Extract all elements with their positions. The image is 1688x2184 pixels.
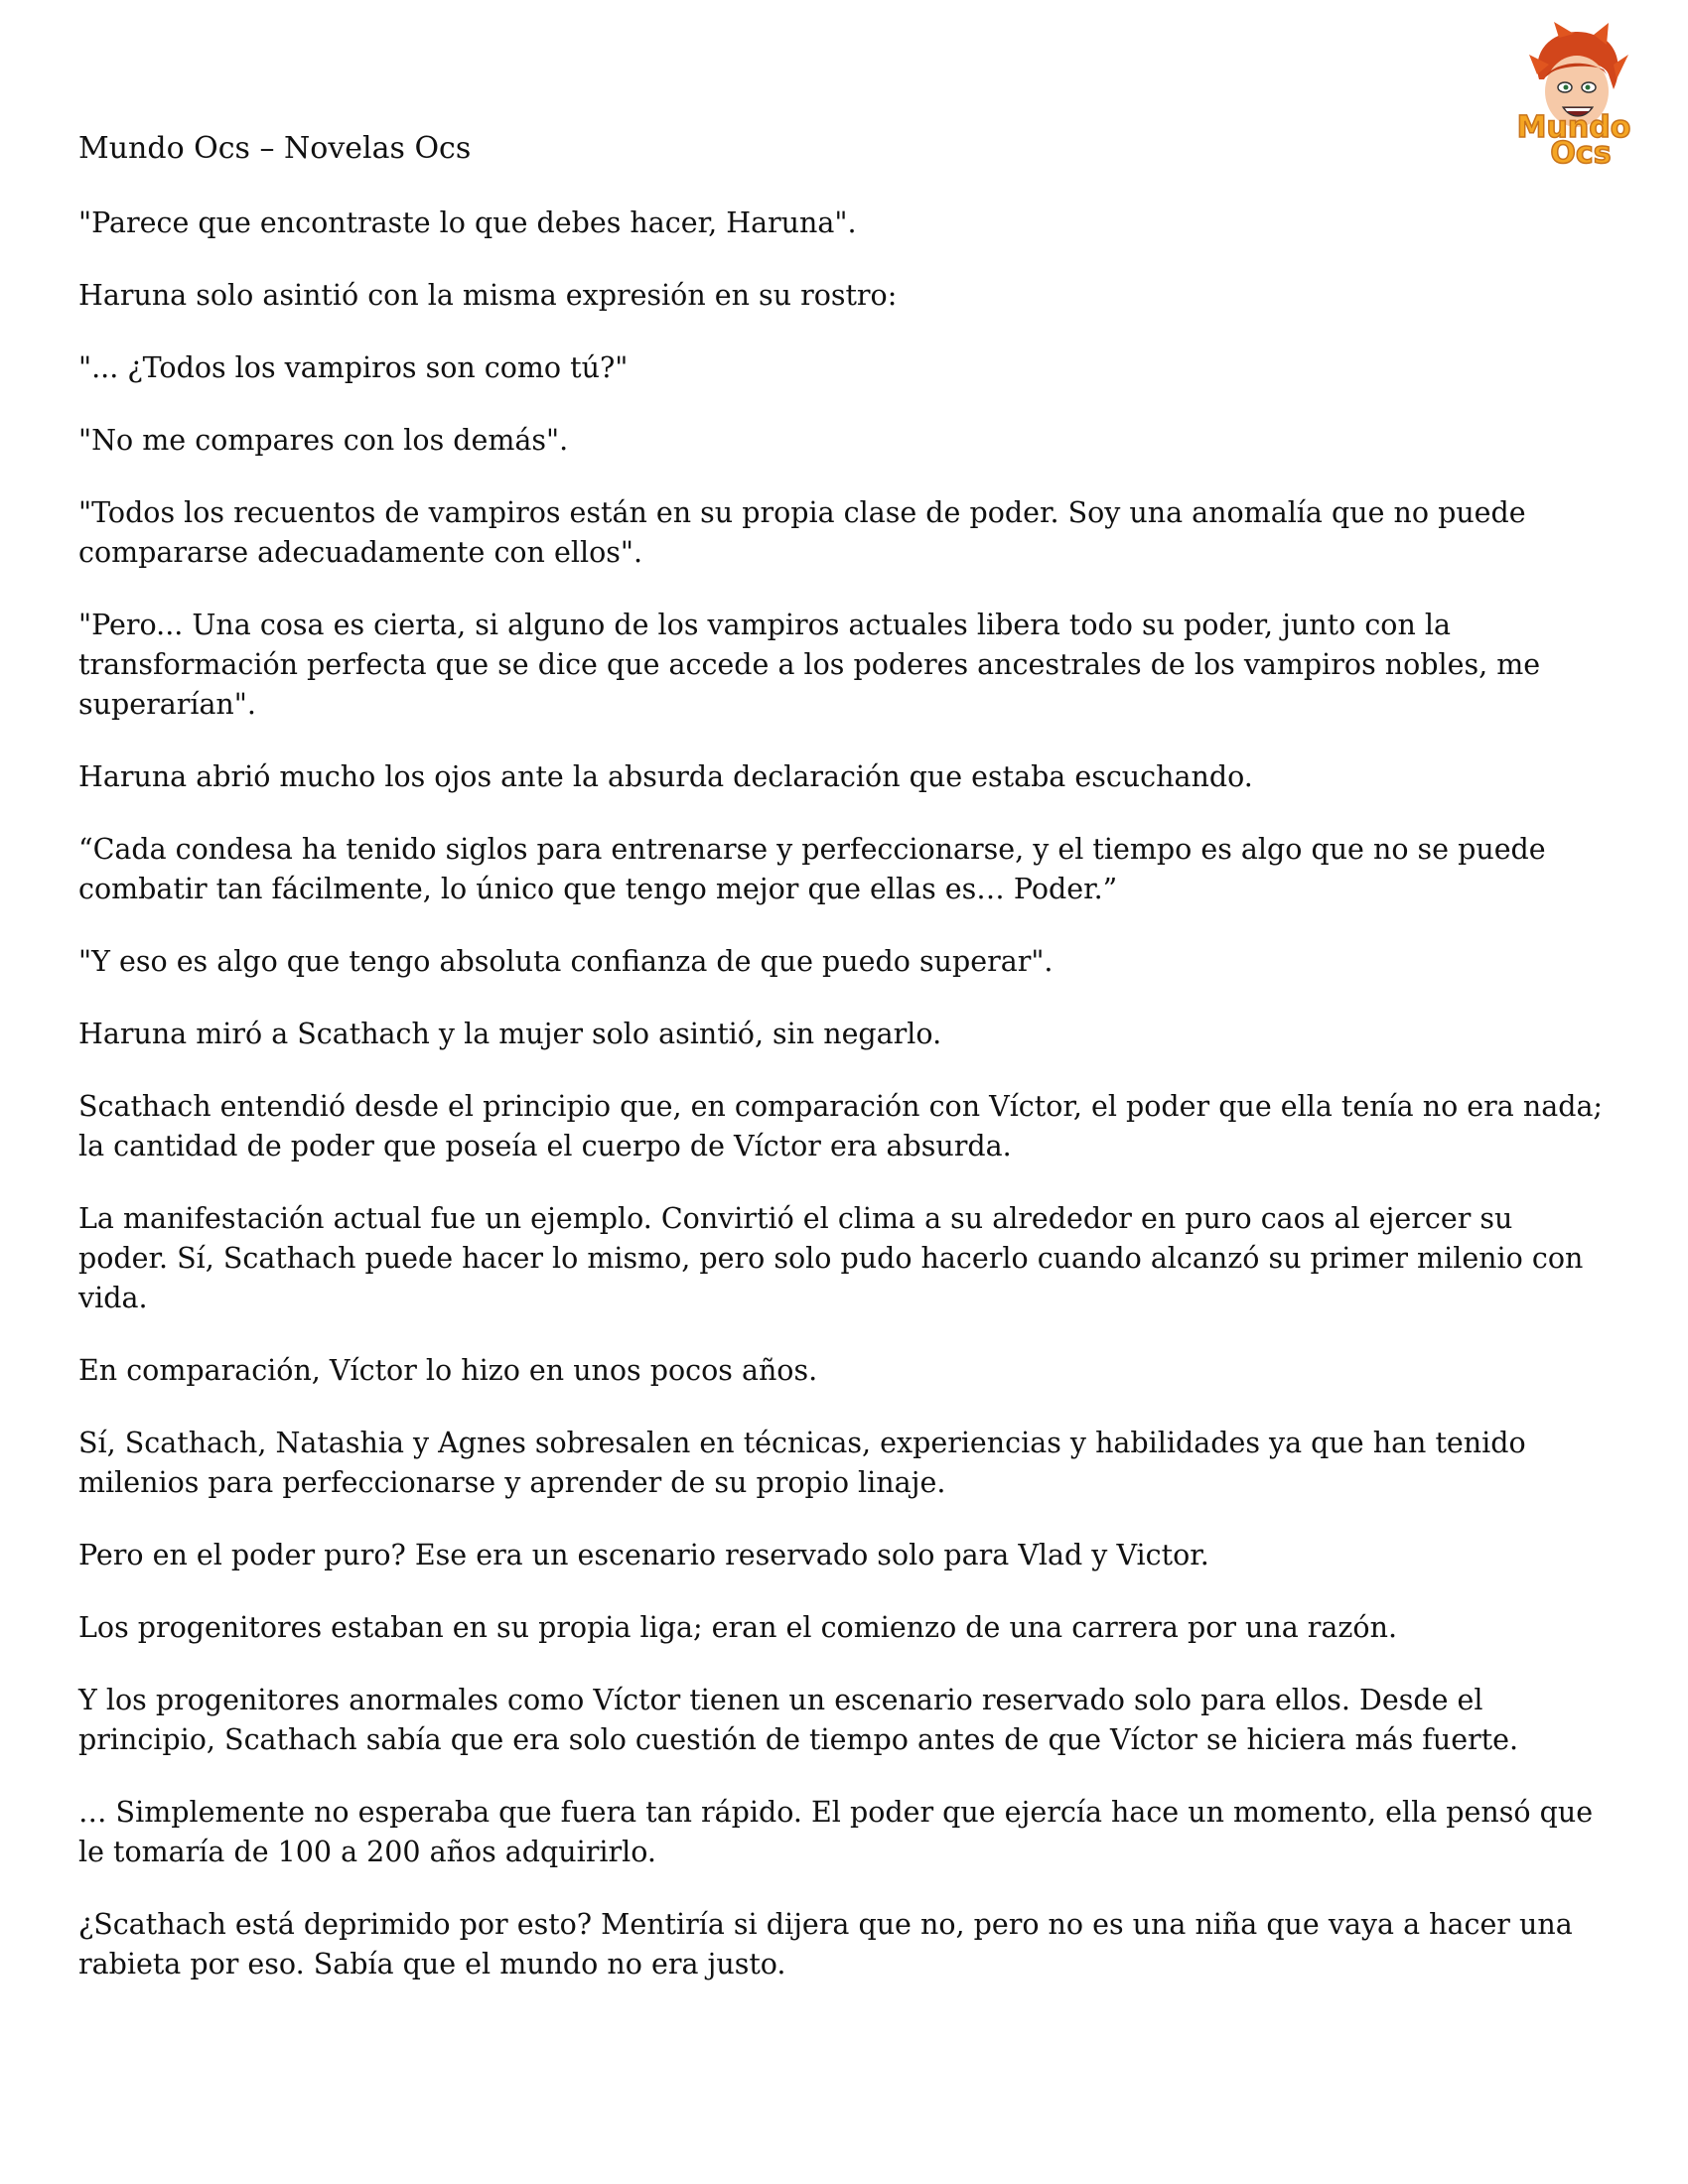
paragraph: "Todos los recuentos de vampiros están en su propia clase de poder. Soy una anomalía que no puede compararse adecuadamente con ellos". [78,496,1526,569]
paragraph: … Simplemente no esperaba que fuera tan rápido. El poder que ejercía hace un momento, ella pensó que le tomaría de 100 a 200 años adquirirlo. [78,1796,1594,1868]
paragraph: "Y eso es algo que tengo absoluta confianza de que puedo superar". [78,945,1054,978]
logo-text-top: Mundo [1516,110,1631,145]
paragraph: ¿Scathach está deprimido por esto? Mentiría si dijera que no, pero no es una niña que vaya a hacer una rabieta por eso. Sabía que el mundo no era justo. [78,1908,1573,1980]
paragraph: Pero en el poder puro? Ese era un escenario reservado solo para Vlad y Victor. [78,1539,1209,1571]
paragraph: Sí, Scathach, Natashia y Agnes sobresalen en técnicas, experiencias y habilidades ya que han tenido milenios para perfeccionarse y aprender de su propio linaje. [78,1427,1526,1499]
paragraph: "Parece que encontraste lo que debes hacer, Haruna". [78,206,857,239]
logo-text-bottom: Ocs [1550,136,1612,169]
paragraph: "No me compares con los demás". [78,424,569,457]
paragraph: "... ¿Todos los vampiros son como tú?" [78,351,629,384]
paragraph: Haruna miró a Scathach y la mujer solo asintió, sin negarlo. [78,1018,942,1050]
document-body [78,204,1608,2017]
paragraph: En comparación, Víctor lo hizo en unos pocos años. [78,1354,818,1387]
paragraph: La manifestación actual fue un ejemplo. Convirtió el clima a su alrededor en puro caos al ejercer su poder. Sí, Scathach puede hacer lo mismo, pero solo pudo hacerlo cuando alcanzó su primer milenio con vida. [78,1202,1584,1314]
page-header: Mundo Ocs – Novelas Ocs [78,131,472,166]
paragraph: Y los progenitores anormales como Víctor tienen un escenario reservado solo para ellos. Desde el principio, Scathach sabía que era solo cuestión de tiempo antes de que Víctor se hiciera más fuerte. [78,1684,1519,1756]
paragraph: Scathach entendió desde el principio que, en comparación con Víctor, el poder que ella tenía no era nada; la cantidad de poder que poseía el cuerpo de Víctor era absurda. [78,1090,1604,1162]
paragraph: “Cada condesa ha tenido siglos para entrenarse y perfeccionarse, y el tiempo es algo que no se puede combatir tan fácilmente, lo único que tengo mejor que ellas es… Poder.” [78,833,1546,905]
paragraph: Haruna solo asintió con la misma expresión en su rostro: [78,279,898,312]
paragraph: "Pero... Una cosa es cierta, si alguno de los vampiros actuales libera todo su poder, junto con la transformación perfecta que se dice que accede a los poderes ancestrales de los vampiros nobles, me superarían". [78,609,1541,721]
paragraph: Los progenitores estaban en su propia liga; eran el comienzo de una carrera por una razón. [78,1611,1398,1644]
mundo-ocs-logo [1499,20,1648,169]
paragraph: Haruna abrió mucho los ojos ante la absurda declaración que estaba escuchando. [78,760,1253,793]
